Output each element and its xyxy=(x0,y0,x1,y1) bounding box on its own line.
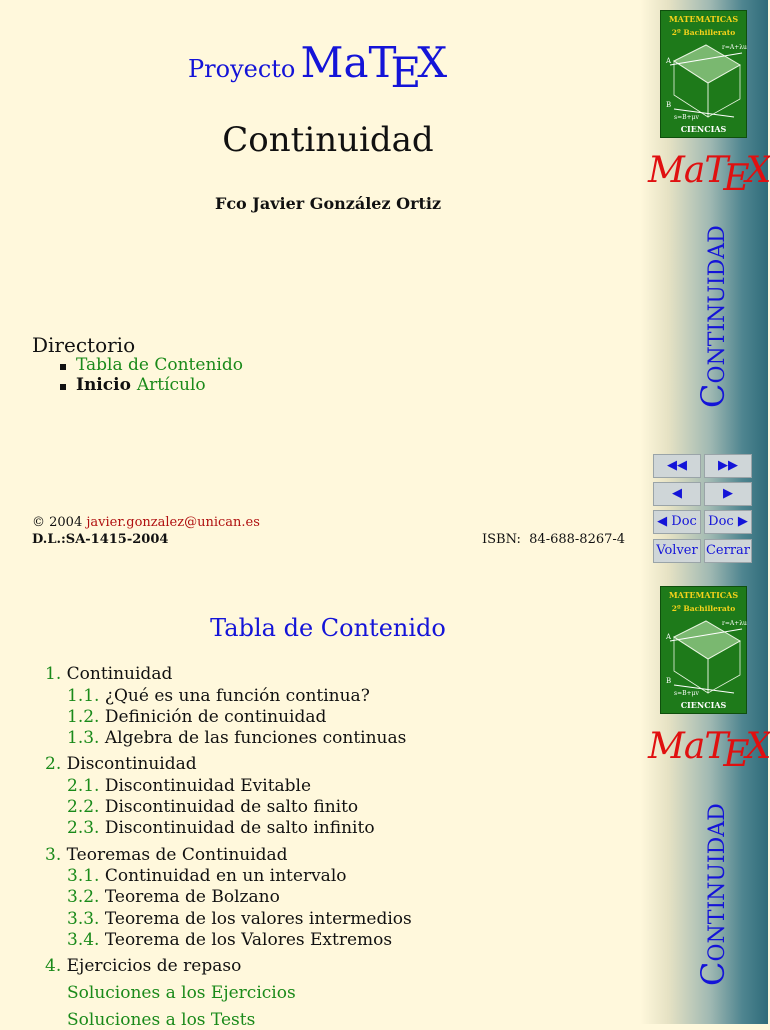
directory-list xyxy=(60,355,243,395)
project-title xyxy=(188,38,448,97)
author: Fco Javier González Ortiz xyxy=(214,194,442,213)
vertical-title: Continuidad xyxy=(694,225,732,408)
toc-entry[interactable] xyxy=(67,866,347,886)
sidebar-2 xyxy=(640,576,768,1024)
svg-text:A: A xyxy=(666,633,672,641)
toc-entry-label: Discontinuidad xyxy=(66,754,197,774)
nav-next-doc-button[interactable]: Doc ▶ xyxy=(704,510,752,534)
toc-entry-label: Definición de continuidad xyxy=(104,707,327,727)
toc-entry-label: Continuidad xyxy=(66,664,173,684)
cover-geometry-icon xyxy=(664,615,747,697)
toc-entry[interactable] xyxy=(67,887,280,907)
toc-entry-label: Discontinuidad de salto finito xyxy=(104,797,359,817)
toc-entry-label: Discontinuidad de salto infinito xyxy=(104,818,375,838)
email-link[interactable]: javier.gonzalez@unican.es xyxy=(86,515,260,530)
toc-entry[interactable] xyxy=(45,956,241,976)
nav-prev-doc-button[interactable]: ◀ Doc xyxy=(653,510,701,534)
book-cover: MATEMATICAS 2º Bachillerato r=A+λu A B s=B+μv CIENCIAS xyxy=(660,10,747,138)
directory-item-toc[interactable]: Tabla de Contenido xyxy=(60,355,243,375)
toc-entry-number: 1. xyxy=(45,664,62,684)
toc-entry-label: Teorema de los valores intermedios xyxy=(104,909,412,929)
svg-text:A: A xyxy=(666,57,672,65)
legal-deposit: D.L.:SA-1415-2004 xyxy=(32,532,169,547)
cover-geometry-icon xyxy=(664,39,747,121)
toc-entry-label: Soluciones a los Tests xyxy=(67,1010,256,1030)
toc-entry-number: 3.4. xyxy=(67,930,100,950)
nav-prev-button[interactable]: ◀ xyxy=(653,482,701,506)
toc-entry-number: 3.3. xyxy=(67,909,100,929)
toc-entry-label: Teorema de los Valores Extremos xyxy=(104,930,393,950)
directory-item-inicio[interactable]: Inicio Artículo xyxy=(60,375,243,395)
toc-title: Tabla de Contenido xyxy=(210,614,446,642)
svg-text:s=B+μv: s=B+μv xyxy=(674,114,699,121)
toc-entry-number: 2.2. xyxy=(67,797,100,817)
toc-entry[interactable] xyxy=(67,1010,255,1030)
toc-entry[interactable] xyxy=(45,754,197,774)
svg-text:r=A+λu: r=A+λu xyxy=(722,620,747,627)
document-title: Continuidad xyxy=(222,120,434,160)
matex-side-logo: MaTEX xyxy=(648,150,770,199)
directory-heading: Directorio xyxy=(32,333,136,357)
proyecto-word: Proyecto xyxy=(188,55,296,83)
matex-logo: MaTEX xyxy=(300,38,448,97)
matex-side-logo-2: MaTEX xyxy=(648,726,770,775)
toc-main xyxy=(0,576,640,1030)
toc-entry[interactable] xyxy=(67,818,375,838)
toc-entry-label: Teorema de Bolzano xyxy=(104,887,280,907)
toc-entry-label: Algebra de las funciones continuas xyxy=(104,728,407,748)
toc-entry-number: 1.2. xyxy=(67,707,100,727)
toc-entry-label: Continuidad en un intervalo xyxy=(104,866,347,886)
toc-entry-number: 4. xyxy=(45,956,62,976)
toc-entry-number: 2.1. xyxy=(67,776,100,796)
toc-entry-label: Ejercicios de repaso xyxy=(66,956,242,976)
copyright: © 2004 javier.gonzalez@unican.es xyxy=(32,515,260,530)
toc-entry[interactable] xyxy=(67,776,311,796)
svg-text:B: B xyxy=(666,101,672,109)
toc-entry[interactable] xyxy=(67,797,358,817)
toc-entry-number: 1.1. xyxy=(67,686,100,706)
toc-entry[interactable] xyxy=(67,728,406,748)
svg-text:s=B+μv: s=B+μv xyxy=(674,690,699,697)
toc-entry-number: 3.1. xyxy=(67,866,100,886)
page-toc xyxy=(0,576,770,1030)
vertical-title-2: Continuidad xyxy=(694,803,732,986)
nav-close-button[interactable]: Cerrar xyxy=(704,539,752,563)
toc-entry-label: Soluciones a los Ejercicios xyxy=(67,983,296,1003)
toc-entry[interactable] xyxy=(67,707,326,727)
nav-last-button[interactable]: ▶▶ xyxy=(704,454,752,478)
toc-entry-label: Teoremas de Continuidad xyxy=(66,845,288,865)
book-cover-2: MATEMATICAS 2º Bachillerato r=A+λu A B s=B+μv CIENCIAS xyxy=(660,586,747,714)
sidebar xyxy=(640,0,768,576)
svg-text:B: B xyxy=(666,677,672,685)
nav-first-button[interactable]: ◀◀ xyxy=(653,454,701,478)
toc-entry[interactable] xyxy=(67,909,412,929)
toc-entry-number: 2.3. xyxy=(67,818,100,838)
isbn: ISBN: 84-688-8267-4 xyxy=(482,532,626,547)
nav-next-button[interactable]: ▶ xyxy=(704,482,752,506)
page-main xyxy=(0,0,640,576)
toc-entry-number: 3. xyxy=(45,845,62,865)
nav-back-button[interactable]: Volver xyxy=(653,539,701,563)
toc-entry[interactable] xyxy=(45,845,288,865)
toc-entry[interactable] xyxy=(67,686,370,706)
toc-entry-label: Discontinuidad Evitable xyxy=(104,776,312,796)
toc-entry-label: ¿Qué es una función continua? xyxy=(104,686,370,706)
toc-entry-number: 2. xyxy=(45,754,62,774)
toc-entry[interactable] xyxy=(67,930,392,950)
toc-entry-number: 3.2. xyxy=(67,887,100,907)
svg-text:r=A+λu: r=A+λu xyxy=(722,44,747,51)
toc-entry[interactable] xyxy=(67,983,296,1003)
toc-entry-number: 1.3. xyxy=(67,728,100,748)
toc-entry[interactable] xyxy=(45,664,172,684)
